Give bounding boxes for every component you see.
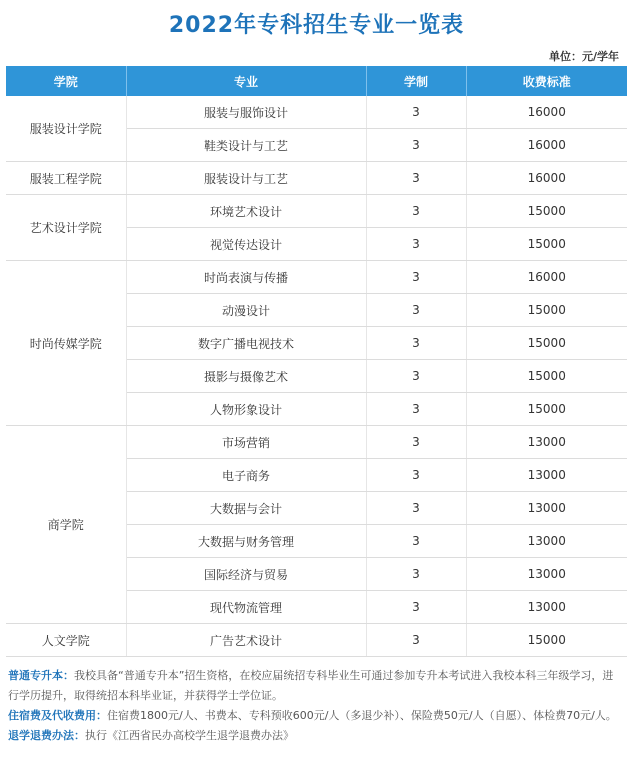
fee-cell: 13000 — [466, 459, 627, 492]
header-college: 学院 — [6, 66, 126, 96]
note-upgrade-text: 我校具备“普通专升本”招生资格，在校应届统招专科毕业生可通过参加专升本考试进入我校本科三年级学习，进行学历提升，取得统招本科毕业证，并获得学士学位证。 — [8, 669, 614, 702]
table-row — [6, 96, 627, 129]
major-cell: 视觉传达设计 — [126, 228, 366, 261]
years-cell: 3 — [366, 624, 466, 657]
fee-cell: 15000 — [466, 360, 627, 393]
header-major: 专业 — [126, 66, 366, 96]
fee-cell: 16000 — [466, 162, 627, 195]
fee-cell: 15000 — [466, 195, 627, 228]
fee-cell: 13000 — [466, 426, 627, 459]
major-cell: 服装设计与工艺 — [126, 162, 366, 195]
fee-cell: 13000 — [466, 492, 627, 525]
college-cell: 时尚传媒学院 — [6, 261, 126, 426]
header-fee: 收费标准 — [466, 66, 627, 96]
fee-cell: 15000 — [466, 228, 627, 261]
table-row — [6, 195, 627, 228]
fee-cell: 15000 — [466, 393, 627, 426]
fee-cell: 15000 — [466, 624, 627, 657]
fee-cell: 15000 — [466, 327, 627, 360]
note-upgrade-label: 普通专升本： — [8, 669, 74, 682]
fee-cell: 16000 — [466, 129, 627, 162]
years-cell: 3 — [366, 525, 466, 558]
notes-section — [8, 666, 620, 746]
major-cell: 数字广播电视技术 — [126, 327, 366, 360]
years-cell: 3 — [366, 96, 466, 129]
major-cell: 人物形象设计 — [126, 393, 366, 426]
table-header-row — [6, 66, 627, 96]
years-cell: 3 — [366, 327, 466, 360]
years-cell: 3 — [366, 360, 466, 393]
major-cell: 现代物流管理 — [126, 591, 366, 624]
fee-cell: 13000 — [466, 591, 627, 624]
header-years: 学制 — [366, 66, 466, 96]
years-cell: 3 — [366, 558, 466, 591]
major-cell: 广告艺术设计 — [126, 624, 366, 657]
major-cell: 市场营销 — [126, 426, 366, 459]
major-cell: 国际经济与贸易 — [126, 558, 366, 591]
table-row — [6, 162, 627, 195]
years-cell: 3 — [366, 261, 466, 294]
years-cell: 3 — [366, 162, 466, 195]
college-cell: 服装设计学院 — [6, 96, 126, 162]
major-cell: 时尚表演与传播 — [126, 261, 366, 294]
college-cell: 商学院 — [6, 426, 126, 624]
fee-cell: 15000 — [466, 294, 627, 327]
note-refund-text: 执行《江西省民办高校学生退学退费办法》 — [85, 729, 294, 742]
major-cell: 大数据与财务管理 — [126, 525, 366, 558]
years-cell: 3 — [366, 195, 466, 228]
table-row — [6, 624, 627, 657]
table-body — [6, 96, 627, 657]
table-row — [6, 261, 627, 294]
major-cell: 环境艺术设计 — [126, 195, 366, 228]
table-row — [6, 426, 627, 459]
college-cell: 服装工程学院 — [6, 162, 126, 195]
unit-label: 单位：元/学年 — [548, 50, 619, 63]
fee-cell: 13000 — [466, 525, 627, 558]
college-cell: 艺术设计学院 — [6, 195, 126, 261]
years-cell: 3 — [366, 294, 466, 327]
years-cell: 3 — [366, 228, 466, 261]
fee-cell: 16000 — [466, 96, 627, 129]
years-cell: 3 — [366, 393, 466, 426]
major-cell: 电子商务 — [126, 459, 366, 492]
major-cell: 服装与服饰设计 — [126, 96, 366, 129]
fee-cell: 16000 — [466, 261, 627, 294]
years-cell: 3 — [366, 492, 466, 525]
note-refund-label: 退学退费办法： — [8, 729, 85, 742]
major-cell: 大数据与会计 — [126, 492, 366, 525]
major-cell: 鞋类设计与工艺 — [126, 129, 366, 162]
note-fees-label: 住宿费及代收费用： — [8, 709, 107, 722]
majors-table — [6, 66, 627, 657]
major-cell: 动漫设计 — [126, 294, 366, 327]
page-title: 2022年专科招生专业一览表 — [168, 13, 465, 38]
major-cell: 摄影与摄像艺术 — [126, 360, 366, 393]
years-cell: 3 — [366, 459, 466, 492]
years-cell: 3 — [366, 591, 466, 624]
college-cell: 人文学院 — [6, 624, 126, 657]
note-upgrade — [8, 666, 620, 706]
years-cell: 3 — [366, 426, 466, 459]
note-fees-text: 住宿费1800元/人、书费本、专科预收600元/人（多退少补）、保险费50元/人（自愿）、体检费70元/人。 — [107, 709, 617, 722]
note-fees — [8, 706, 620, 726]
years-cell: 3 — [366, 129, 466, 162]
note-refund — [8, 726, 620, 746]
fee-cell: 13000 — [466, 558, 627, 591]
